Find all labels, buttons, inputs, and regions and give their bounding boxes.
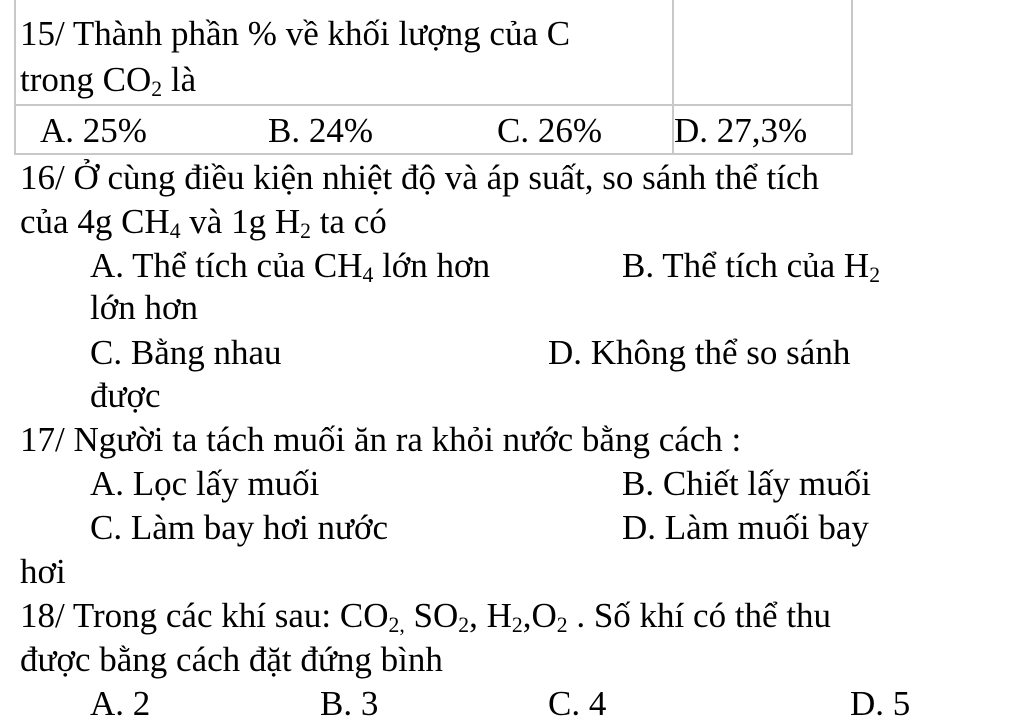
q16-option-b-wrap: lớn hơn bbox=[90, 288, 198, 327]
q18-line1-a: 18/ Trong các khí sau: CO bbox=[20, 596, 389, 635]
q15-option-a: A. 25% bbox=[40, 111, 147, 150]
q16-option-c: C. Bằng nhau bbox=[90, 333, 282, 372]
q16-sub1: 4 bbox=[169, 218, 181, 243]
q17-option-c: C. Làm bay hơi nước bbox=[90, 508, 389, 547]
q15-line2-text: trong CO bbox=[20, 60, 152, 99]
q18-line1-e: . Số khí có thể thu bbox=[567, 596, 832, 635]
q16-option-d-wrap: được bbox=[90, 376, 161, 415]
q16-opt-a-sub: 4 bbox=[362, 262, 374, 287]
q16-line1: 16/ Ở cùng điều kiện nhiệt độ và áp suất, so sánh thể tích bbox=[20, 158, 820, 197]
q15-line1: 15/ Thành phần % về khối lượng của C bbox=[20, 14, 571, 53]
q15-sub: 2 bbox=[151, 76, 163, 101]
q18-option-c: C. 4 bbox=[548, 684, 607, 723]
q15-option-d: D. 27,3% bbox=[674, 111, 808, 150]
q16-line2-c: ta có bbox=[310, 202, 387, 241]
table-border-left bbox=[14, 0, 16, 155]
q18-sub4: 2 bbox=[556, 612, 568, 637]
q16-opt-b-text: B. Thể tích của H bbox=[622, 246, 870, 285]
q16-opt-a-end: lớn hơn bbox=[373, 246, 491, 285]
q16-sub2: 2 bbox=[300, 218, 311, 243]
q18-line1-b: SO bbox=[404, 596, 459, 635]
q18-sub1: 2, bbox=[388, 612, 405, 637]
q15-option-c: C. 26% bbox=[497, 111, 602, 150]
q16-line2-a: của 4g CH bbox=[20, 202, 170, 241]
q17-option-a: A. Lọc lấy muối bbox=[90, 464, 320, 503]
q16-opt-b-sub: 2 bbox=[869, 262, 881, 287]
q17-option-b: B. Chiết lấy muối bbox=[622, 464, 871, 503]
q16-opt-a-text: A. Thể tích của CH bbox=[90, 246, 363, 285]
q18-line1-c: , H bbox=[469, 596, 512, 635]
q18-option-b: B. 3 bbox=[320, 684, 379, 723]
q18-line1-d: ,O bbox=[522, 596, 557, 635]
table-border-right bbox=[851, 0, 853, 155]
q18-option-a: A. 2 bbox=[90, 684, 151, 723]
q17-line1: 17/ Người ta tách muối ăn ra khỏi nước bằng cách : bbox=[20, 420, 742, 459]
q15-option-b: B. 24% bbox=[268, 111, 373, 150]
q15-line2-end: là bbox=[162, 60, 197, 99]
q18-option-d: D. 5 bbox=[850, 684, 911, 723]
table-border-bottom bbox=[14, 153, 853, 155]
q15-line2 bbox=[20, 60, 197, 101]
q17-option-d: D. Làm muối bay bbox=[622, 508, 869, 547]
table-border-middle bbox=[14, 104, 853, 106]
q16-option-b bbox=[622, 246, 881, 287]
q18-line1 bbox=[20, 596, 832, 637]
q16-line2 bbox=[20, 202, 387, 243]
q17-option-d-wrap: hơi bbox=[20, 552, 66, 591]
q18-line2: được bằng cách đặt đứng bình bbox=[20, 640, 443, 679]
q16-option-a bbox=[90, 246, 491, 287]
q18-sub2: 2 bbox=[458, 612, 470, 637]
q16-line2-b: và 1g H bbox=[180, 202, 301, 241]
q16-option-d: D. Không thể so sánh bbox=[548, 333, 851, 372]
q18-sub3: 2 bbox=[511, 612, 523, 637]
